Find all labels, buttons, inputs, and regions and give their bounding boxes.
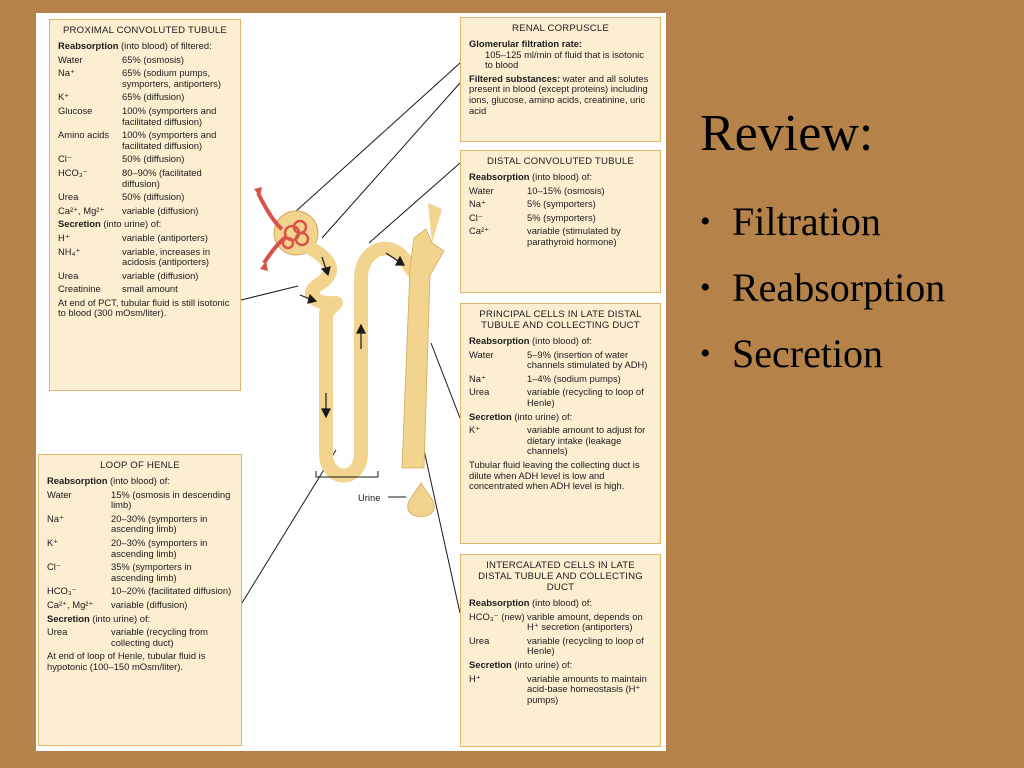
- item-key: Na⁺: [47, 512, 64, 524]
- item-key: Creatinine: [58, 283, 101, 295]
- proximal-tubule: [312, 249, 336, 303]
- loh-secretion-list: [47, 627, 233, 648]
- loop-of-henle: [326, 278, 361, 476]
- item-key: Water: [58, 53, 83, 65]
- item-key: Urea: [469, 634, 490, 646]
- item-key: HCO₃⁻ (new): [469, 610, 525, 622]
- item-value: 50% (diffusion): [122, 191, 185, 203]
- item-value: variable (diffusion): [111, 598, 188, 610]
- dct-reabsorption-list: [469, 186, 652, 248]
- slide-title: Review:: [700, 105, 874, 162]
- distal-tubule: [361, 249, 416, 278]
- bullet-item: [700, 328, 945, 394]
- item-key: Na⁺: [469, 198, 486, 210]
- leader-rc-1: [294, 63, 460, 213]
- item-key: Water: [469, 348, 494, 360]
- list-item: [58, 92, 232, 103]
- list-item: [469, 350, 652, 371]
- bullet-dot-icon: •: [700, 337, 711, 370]
- ic-title: INTERCALATED CELLS IN LATE DISTAL TUBULE AND COLLECTING DUCT: [478, 560, 643, 593]
- item-key: Ca²⁺, Mg²⁺: [47, 598, 94, 610]
- list-item: [58, 168, 232, 189]
- list-item: [47, 586, 233, 597]
- list-item: [469, 199, 652, 210]
- item-key: K⁺: [58, 91, 70, 103]
- list-item: [47, 538, 233, 559]
- pc-box: [460, 303, 661, 544]
- flow-arrows: [300, 253, 404, 417]
- leader-pc: [431, 343, 460, 418]
- item-key: K⁺: [47, 536, 59, 548]
- bullet-item: [700, 196, 945, 262]
- item-value: 1–4% (sodium pumps): [527, 372, 621, 384]
- dct-title: DISTAL CONVOLUTED TUBULE: [487, 156, 634, 167]
- item-value: 15% (osmosis in descending limb): [111, 488, 231, 511]
- item-value: variable amounts to maintain acid-base homeostasis (H⁺ pumps): [527, 672, 647, 705]
- ic-reabsorption-list: [469, 612, 652, 657]
- rc-gfr: [469, 39, 652, 71]
- list-item: [469, 186, 652, 197]
- dct-box: [460, 150, 661, 293]
- bullet-dot-icon: •: [700, 271, 711, 304]
- list-item: [47, 600, 233, 611]
- item-key: Amino acids: [58, 129, 110, 141]
- list-item: [58, 55, 232, 66]
- list-item: [58, 284, 232, 295]
- list-item: [58, 154, 232, 165]
- bullet-text: Secretion: [732, 331, 884, 376]
- rc-box: [460, 17, 661, 142]
- item-key: Ca²⁺, Mg²⁺: [58, 204, 105, 216]
- bullet-list: [700, 196, 945, 394]
- item-value: 10–20% (facilitated diffusion): [111, 585, 232, 597]
- pct-secretion-list: [58, 233, 232, 295]
- list-item: [58, 130, 232, 151]
- urine-drop: [408, 483, 435, 517]
- loh-note: At end of loop of Henle, tubular fluid is hypotonic (100–150 mOsm/liter).: [47, 650, 206, 672]
- item-key: Cl⁻: [469, 211, 483, 223]
- item-value: variable (diffusion): [122, 269, 199, 281]
- list-item: [47, 562, 233, 583]
- bullet-text: Reabsorption: [732, 265, 946, 310]
- item-value: variable amount to adjust for dietary intake (leakage channels): [527, 424, 646, 457]
- pc-reabsorption-list: [469, 350, 652, 409]
- pc-title: PRINCIPAL CELLS IN LATE DISTAL TUBULE AND COLLECTING DUCT: [479, 309, 642, 331]
- item-value: 65% (sodium pumps, symporters, antiporters): [122, 67, 221, 89]
- item-value: 35% (symporters in ascending limb): [111, 561, 192, 583]
- item-key: Urea: [58, 269, 79, 281]
- item-value: variable (stimulated by parathyroid hormone): [527, 225, 621, 247]
- item-value: 50% (diffusion): [122, 153, 185, 165]
- list-item: [469, 425, 652, 457]
- item-value: 100% (symporters and facilitated diffusion): [122, 104, 217, 127]
- list-item: [58, 192, 232, 203]
- item-value: 5% (symporters): [527, 211, 596, 223]
- item-key: K⁺: [469, 424, 481, 436]
- pct-note: At end of PCT, tubular fluid is still isotonic to blood (300 mOsm/liter).: [58, 296, 230, 319]
- leader-dct: [369, 163, 460, 243]
- ic-secretion-list: [469, 674, 652, 706]
- item-key: H⁺: [469, 672, 481, 684]
- item-key: H⁺: [58, 231, 70, 243]
- item-key: HCO₃⁻: [47, 585, 77, 597]
- pc-secretion-heading: Secretion (into urine) of:: [469, 410, 573, 422]
- item-key: NH₄⁺: [58, 245, 81, 257]
- ic-reabsorption-heading: Reabsorption (into blood) of:: [469, 597, 592, 608]
- item-key: Urea: [47, 626, 68, 638]
- list-item: [469, 226, 652, 247]
- urine-label: Urine: [358, 492, 381, 503]
- ic-box: [460, 554, 661, 747]
- list-item: [58, 106, 232, 127]
- list-item: [469, 636, 652, 657]
- loh-reabsorption-list: [47, 490, 233, 611]
- item-value: 65% (osmosis): [122, 53, 184, 65]
- item-value: 20–30% (symporters in ascending limb): [111, 536, 208, 559]
- pct-reabsorption-list: [58, 55, 232, 217]
- leader-pct: [241, 286, 298, 300]
- list-item: [469, 674, 652, 706]
- item-key: Urea: [469, 386, 490, 398]
- collecting-duct-branch: [428, 203, 442, 243]
- dct-reabsorption-heading: Reabsorption (into blood) of:: [469, 171, 592, 182]
- item-value: variable (recycling to loop of Henle): [527, 386, 644, 408]
- pct-title: PROXIMAL CONVOLUTED TUBULE: [62, 25, 228, 36]
- bullet-item: [700, 262, 945, 328]
- list-item: [469, 374, 652, 385]
- list-item: [58, 206, 232, 217]
- rc-gfr-text: 105–125 ml/min of fluid that is isotonic to blood: [485, 48, 644, 71]
- leader-loh: [242, 450, 336, 603]
- item-value: variable (diffusion): [122, 204, 199, 216]
- list-item: [469, 612, 652, 633]
- item-value: 5–9% (insertion of water channels stimulated by ADH): [527, 348, 648, 371]
- item-key: Urea: [58, 191, 79, 203]
- item-key: Water: [469, 184, 494, 196]
- list-item: [47, 514, 233, 535]
- loh-reabsorption-heading: Reabsorption (into blood) of:: [47, 475, 170, 486]
- list-item: [58, 247, 232, 268]
- item-value: 10–15% (osmosis): [527, 184, 605, 196]
- pct-secretion-heading: Secretion (into urine) of:: [58, 218, 162, 230]
- item-key: Cl⁻: [58, 153, 72, 165]
- loh-box: [38, 454, 242, 746]
- pc-reabsorption-heading: Reabsorption (into blood) of:: [469, 335, 592, 346]
- item-key: Cl⁻: [47, 561, 61, 573]
- item-key: Glucose: [58, 104, 93, 116]
- pc-note: Tubular fluid leaving the collecting duct is dilute when ADH level is low and concentrated when ADH level is high.: [469, 458, 640, 492]
- rc-filtered: Filtered substances: water and all solutes present in blood (except proteins) including ions, glucose, amino acids, creatinine, uric acid: [469, 72, 649, 116]
- item-value: variable, increases in acidosis (antiporters): [122, 245, 211, 268]
- list-item: [47, 490, 233, 511]
- list-item: [58, 233, 232, 244]
- item-value: variable (antiporters): [122, 231, 208, 243]
- ic-secretion-heading: Secretion (into urine) of:: [469, 658, 573, 670]
- pct-box: [49, 19, 241, 391]
- item-key: Ca²⁺: [469, 225, 490, 237]
- list-item: [58, 271, 232, 282]
- afferent-arteriole: [258, 193, 282, 229]
- pc-secretion-list: [469, 425, 652, 457]
- rc-title: RENAL CORPUSCLE: [511, 23, 609, 34]
- nephron-figure: [36, 13, 666, 751]
- item-key: Na⁺: [58, 67, 75, 79]
- item-value: 80–90% (facilitated diffusion): [122, 166, 202, 189]
- list-item: [47, 627, 233, 648]
- bullet-dot-icon: •: [700, 205, 711, 238]
- list-item: [469, 387, 652, 408]
- item-value: 65% (diffusion): [122, 91, 185, 103]
- bullet-text: Filtration: [732, 199, 881, 244]
- item-key: Water: [47, 488, 72, 500]
- item-value: 5% (symporters): [527, 198, 596, 210]
- item-value: small amount: [122, 283, 178, 295]
- item-value: 20–30% (symporters in ascending limb): [111, 512, 208, 535]
- item-value: varible amount, depends on H⁺ secretion (antiporters): [527, 610, 643, 633]
- list-item: [469, 213, 652, 224]
- list-item: [58, 68, 232, 89]
- item-value: 100% (symporters and facilitated diffusion): [122, 129, 217, 151]
- loh-title: LOOP OF HENLE: [100, 460, 180, 471]
- item-key: Na⁺: [469, 372, 486, 384]
- rc-gfr-label: Glomerular filtration rate:: [469, 38, 583, 49]
- loh-secretion-heading: Secretion (into urine) of:: [47, 612, 151, 624]
- item-value: variable (recycling to loop of Henle): [527, 634, 644, 657]
- pct-reabsorption-heading: Reabsorption (into blood) of filtered:: [58, 40, 212, 51]
- item-key: HCO₃⁻: [58, 166, 88, 178]
- item-value: variable (recycling from collecting duct): [111, 626, 208, 648]
